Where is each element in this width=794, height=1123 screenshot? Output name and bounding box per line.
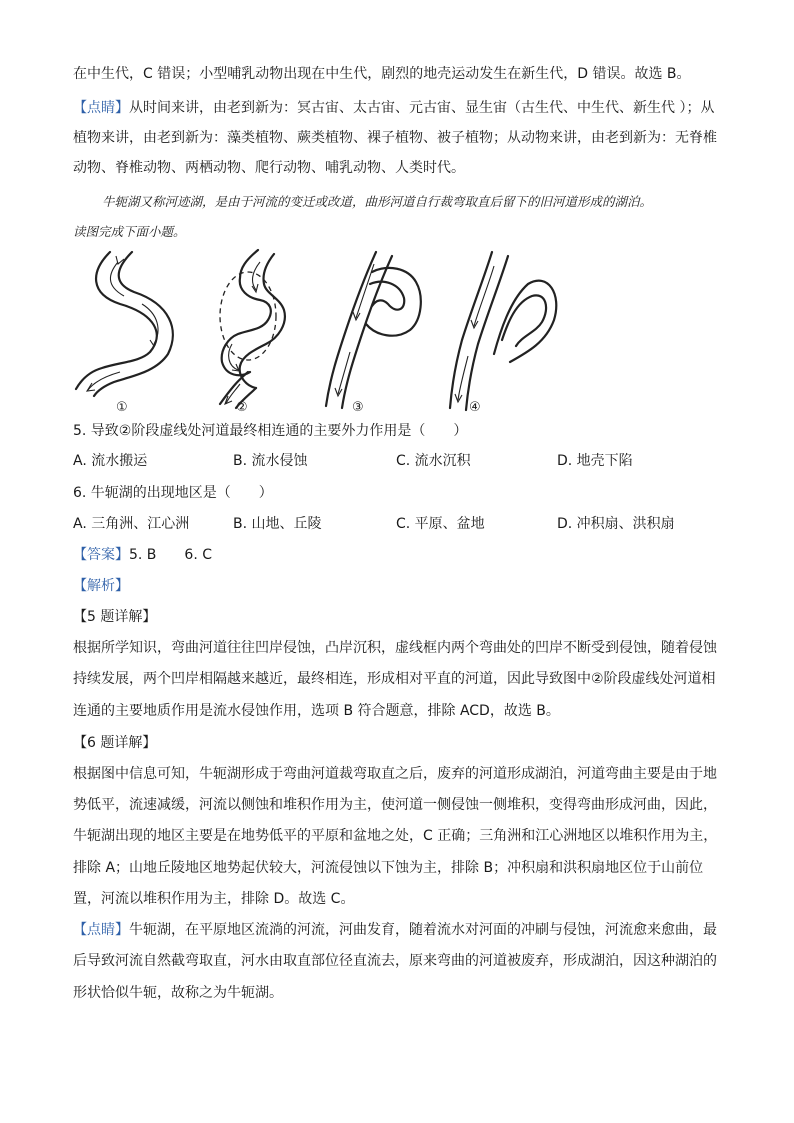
detail-5-line-1: 根据所学知识，弯曲河道往往凹岸侵蚀，凸岸沉积，虚线框内两个弯曲处的凹岸不断受到侵蚀，随着侵蚀 — [73, 640, 717, 656]
answer-5: 5. B — [129, 547, 157, 563]
dianjing-1-line-2: 植物来讲，由老到新为：藻类植物、蕨类植物、裸子植物、被子植物；从动物来讲，由老到新为：无脊椎 — [73, 130, 717, 146]
dianjing-2-line-1: 【点睛】牛轭湖，在平原地区流淌的河流，河曲发育，随着流水对河面的冲刷与侵蚀，河流愈来愈曲，最 — [73, 922, 717, 938]
intro-line-2: 读图完成下面小题。 — [73, 224, 186, 239]
q6-option-a: A. 三角洲、江心洲 — [73, 516, 190, 532]
detail-6-line-4: 排除 A；山地丘陵地区地势起伏较大，河流侵蚀以下蚀为主，排除 B；冲积扇和洪积扇地区位于山前位 — [73, 860, 704, 876]
detail-6-line-2: 势低平，流速减缓，河流以侧蚀和堆积作用为主，使河道一侧侵蚀一侧堆积，变得弯曲形成河曲，因此， — [73, 797, 717, 813]
answer-line — [73, 545, 212, 565]
detail-5-line-3: 连通的主要地质作用是流水侵蚀作用，选项 B 符合题意，排除 ACD，故选 B。 — [73, 703, 560, 719]
stage-2-river — [220, 250, 285, 408]
answer-6: 6. C — [184, 547, 213, 563]
q5-option-b: B. 流水侵蚀 — [233, 453, 308, 469]
detail-5-tag: 【5 题详解】 — [73, 609, 157, 625]
detail-6-line-5: 置，河流以堆积作用为主，排除 D。故选 C。 — [73, 891, 355, 907]
dianjing-1-tag: 【点睛】 — [73, 100, 129, 116]
dianjing-2-line-3: 形状恰似牛轭，故称之为牛轭湖。 — [73, 985, 283, 1001]
analysis-tag: 【解析】 — [73, 578, 129, 594]
top-line: 在中生代，C 错误；小型哺乳动物出现在中生代，剧烈的地壳运动发生在新生代，D 错误。故选 B。 — [73, 66, 691, 82]
dianjing-1-line-3: 动物、脊椎动物、两栖动物、爬行动物、哺乳动物、人类时代。 — [73, 160, 465, 176]
q6-option-d: D. 冲积扇、洪积扇 — [557, 516, 675, 532]
q5-option-c: C. 流水沉积 — [396, 453, 471, 469]
dianjing-1-line-1: 【点睛】从时间来讲，由老到新为：冥古宙、太古宙、元古宙、显生宙（古生代、中生代、新生代 ）；从 — [73, 100, 715, 116]
answer-tag: 【答案】 — [73, 547, 129, 563]
stage-3-river — [326, 252, 421, 408]
stage-1-river — [76, 252, 173, 396]
detail-6-line-3: 牛轭湖出现的地区主要是在地势低平的平原和盆地之处，C 正确；三角洲和江心洲地区以堆积作用为主， — [73, 828, 718, 844]
q6-stem: 6. 牛轭湖的出现地区是（ ） — [73, 485, 273, 501]
detail-5-line-2: 持续发展，两个凹岸相隔越来越近，最终相连，形成相对平直的河道，因此导致图中②阶段虚线处河道相 — [73, 671, 716, 687]
q5-option-a: A. 流水搬运 — [73, 453, 148, 469]
q6-option-c: C. 平原、盆地 — [396, 516, 485, 532]
stage-2-label: ② — [236, 400, 248, 415]
dianjing-2-tag: 【点睛】 — [73, 922, 129, 938]
intro-line-1: 牛轭湖又称河迹湖，是由于河流的变迁或改道，曲形河道自行裁弯取直后留下的旧河道形成的湖泊。 — [102, 194, 653, 209]
oxbow-stages-diagram — [70, 244, 560, 420]
oxbow-lake-figure — [70, 244, 560, 420]
detail-6-line-1: 根据图中信息可知，牛轭湖形成于弯曲河道裁弯取直之后，废弃的河道形成湖泊，河道弯曲主要是由于地 — [73, 766, 717, 782]
stage-4-river — [450, 252, 556, 410]
detail-6-tag: 【6 题详解】 — [73, 735, 157, 751]
q5-stem: 5. 导致②阶段虚线处河道最终相连通的主要外力作用是（ ） — [73, 423, 468, 439]
stage-4-label: ④ — [469, 400, 481, 415]
stage-1-label: ① — [116, 400, 128, 415]
stage-3-label: ③ — [352, 400, 364, 415]
q5-option-d: D. 地壳下陷 — [557, 453, 633, 469]
dashed-neck-ellipse — [220, 272, 276, 360]
dianjing-2-line-2: 后导致河流自然截弯取直，河水由取直部位径直流去，原来弯曲的河道被废弃，形成湖泊，因这种湖泊的 — [73, 953, 717, 969]
q6-option-b: B. 山地、丘陵 — [233, 516, 322, 532]
